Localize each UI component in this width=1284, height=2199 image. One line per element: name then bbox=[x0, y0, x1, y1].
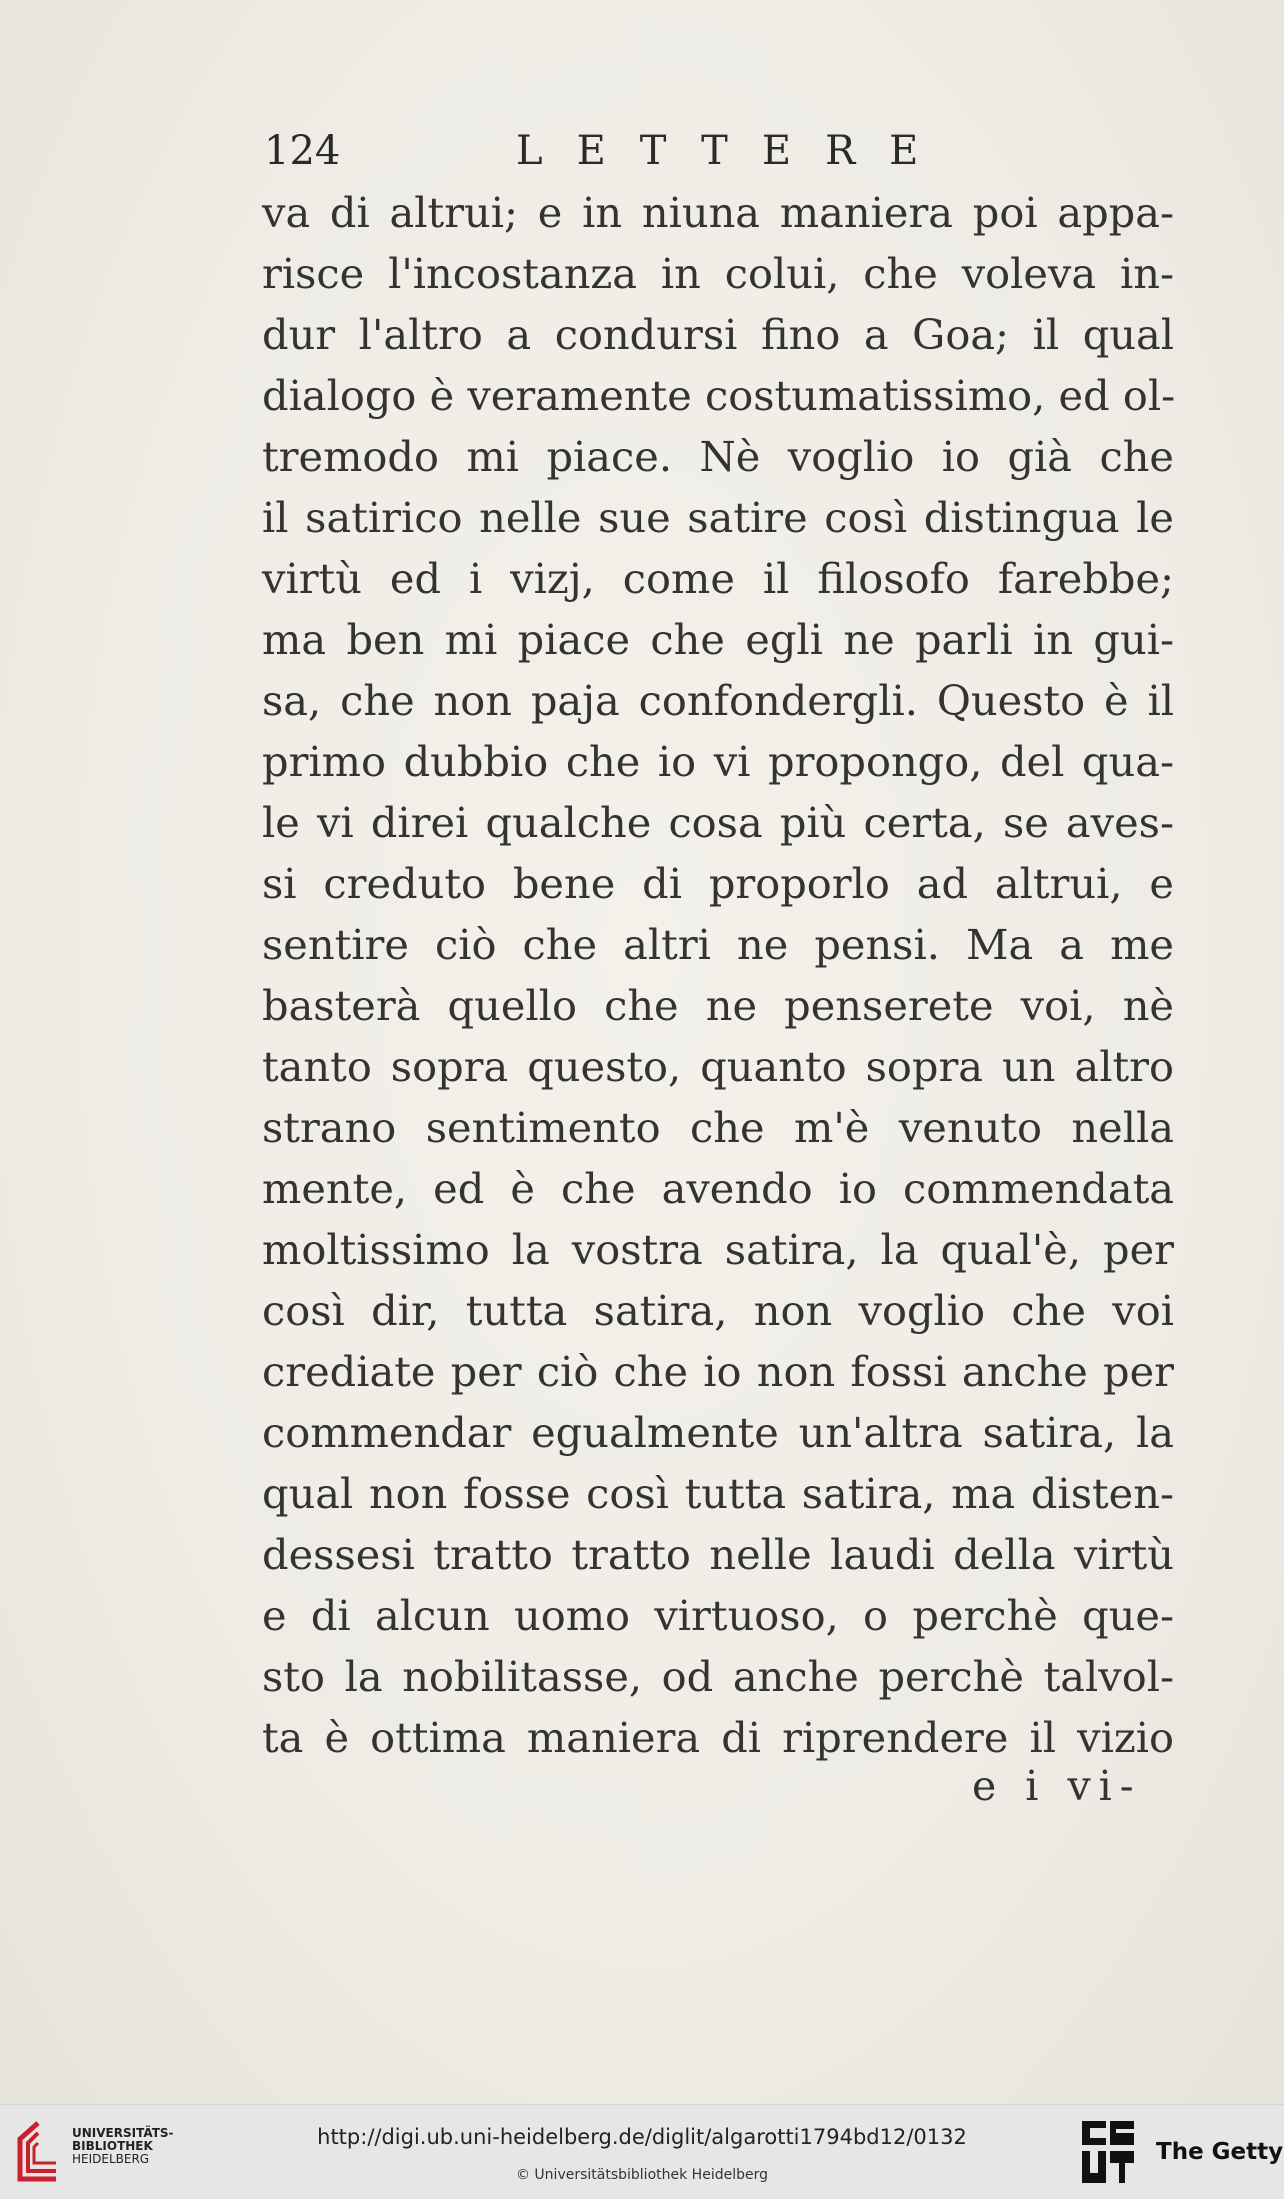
catchword: e i vi- bbox=[972, 1762, 1142, 1810]
text-line: e di alcun uomo virtuoso, o perchè que- bbox=[262, 1591, 1174, 1640]
text-line: moltissimo la vostra satira, la qual'è, per bbox=[262, 1225, 1174, 1274]
text-line: le vi direi qualche cosa più certa, se aves- bbox=[262, 798, 1174, 847]
copyright-notice: © Universitätsbibliothek Heidelberg bbox=[515, 2167, 768, 2183]
getty-logo-icon bbox=[1080, 2119, 1136, 2185]
text-line: commendar egualmente un'altra satira, la bbox=[262, 1408, 1174, 1457]
text-line: dur l'altro a condursi fino a Goa; il qual bbox=[262, 310, 1174, 359]
body-text bbox=[262, 182, 1174, 1768]
running-title: LETTERE bbox=[516, 128, 953, 174]
text-line: sa, che non paja confondergli. Questo è il bbox=[262, 676, 1174, 725]
source-url[interactable]: http://digi.ub.uni-heidelberg.de/diglit/algarotti1794bd12/0132 bbox=[317, 2125, 967, 2149]
text-line: virtù ed i vizj, come il filosofo farebbe; bbox=[262, 554, 1174, 603]
text-line: sto la nobilitasse, od anche perchè talvol- bbox=[262, 1652, 1174, 1701]
text-line: dessesi tratto tratto nelle laudi della virtù bbox=[262, 1530, 1174, 1579]
text-line: sentire ciò che altri ne pensi. Ma a me bbox=[262, 920, 1174, 969]
library-name: UNIVERSITÄTS- BIBLIOTHEK HEIDELBERG bbox=[72, 2126, 174, 2166]
text-line: crediate per ciò che io non fossi anche per bbox=[262, 1347, 1174, 1396]
text-line: dialogo è veramente costumatissimo, ed ol- bbox=[262, 371, 1176, 420]
text-line: qual non fosse così tutta satira, ma disten- bbox=[262, 1469, 1174, 1518]
text-line: il satirico nelle sue satire così distingua le bbox=[262, 493, 1174, 542]
text-line: basterà quello che ne penserete voi, nè bbox=[262, 981, 1174, 1030]
text-line: va di altrui; e in niuna maniera poi appa- bbox=[262, 188, 1174, 237]
partner-name: The Getty bbox=[1156, 2139, 1284, 2165]
text-line: mente, ed è che avendo io commendata bbox=[262, 1164, 1174, 1213]
text-line: risce l'incostanza in colui, che voleva in- bbox=[262, 249, 1174, 298]
text-line: ta è ottima maniera di riprendere il vizio bbox=[262, 1713, 1174, 1762]
text-line: così dir, tutta satira, non voglio che voi bbox=[262, 1286, 1174, 1335]
text-line: tanto sopra questo, quanto sopra un altro bbox=[262, 1042, 1174, 1091]
footer-bar bbox=[0, 2104, 1284, 2199]
text-line: tremodo mi piace. Nè voglio io già che bbox=[262, 432, 1174, 481]
text-line: primo dubbio che io vi propongo, del qua- bbox=[262, 737, 1174, 786]
page-number: 124 bbox=[264, 128, 341, 174]
page-header bbox=[262, 128, 1202, 178]
text-line: ma ben mi piace che egli ne parli in gui- bbox=[262, 615, 1174, 664]
text-line: si creduto bene di proporlo ad altrui, e bbox=[262, 859, 1174, 908]
text-line: strano sentimento che m'è venuto nella bbox=[262, 1103, 1174, 1152]
